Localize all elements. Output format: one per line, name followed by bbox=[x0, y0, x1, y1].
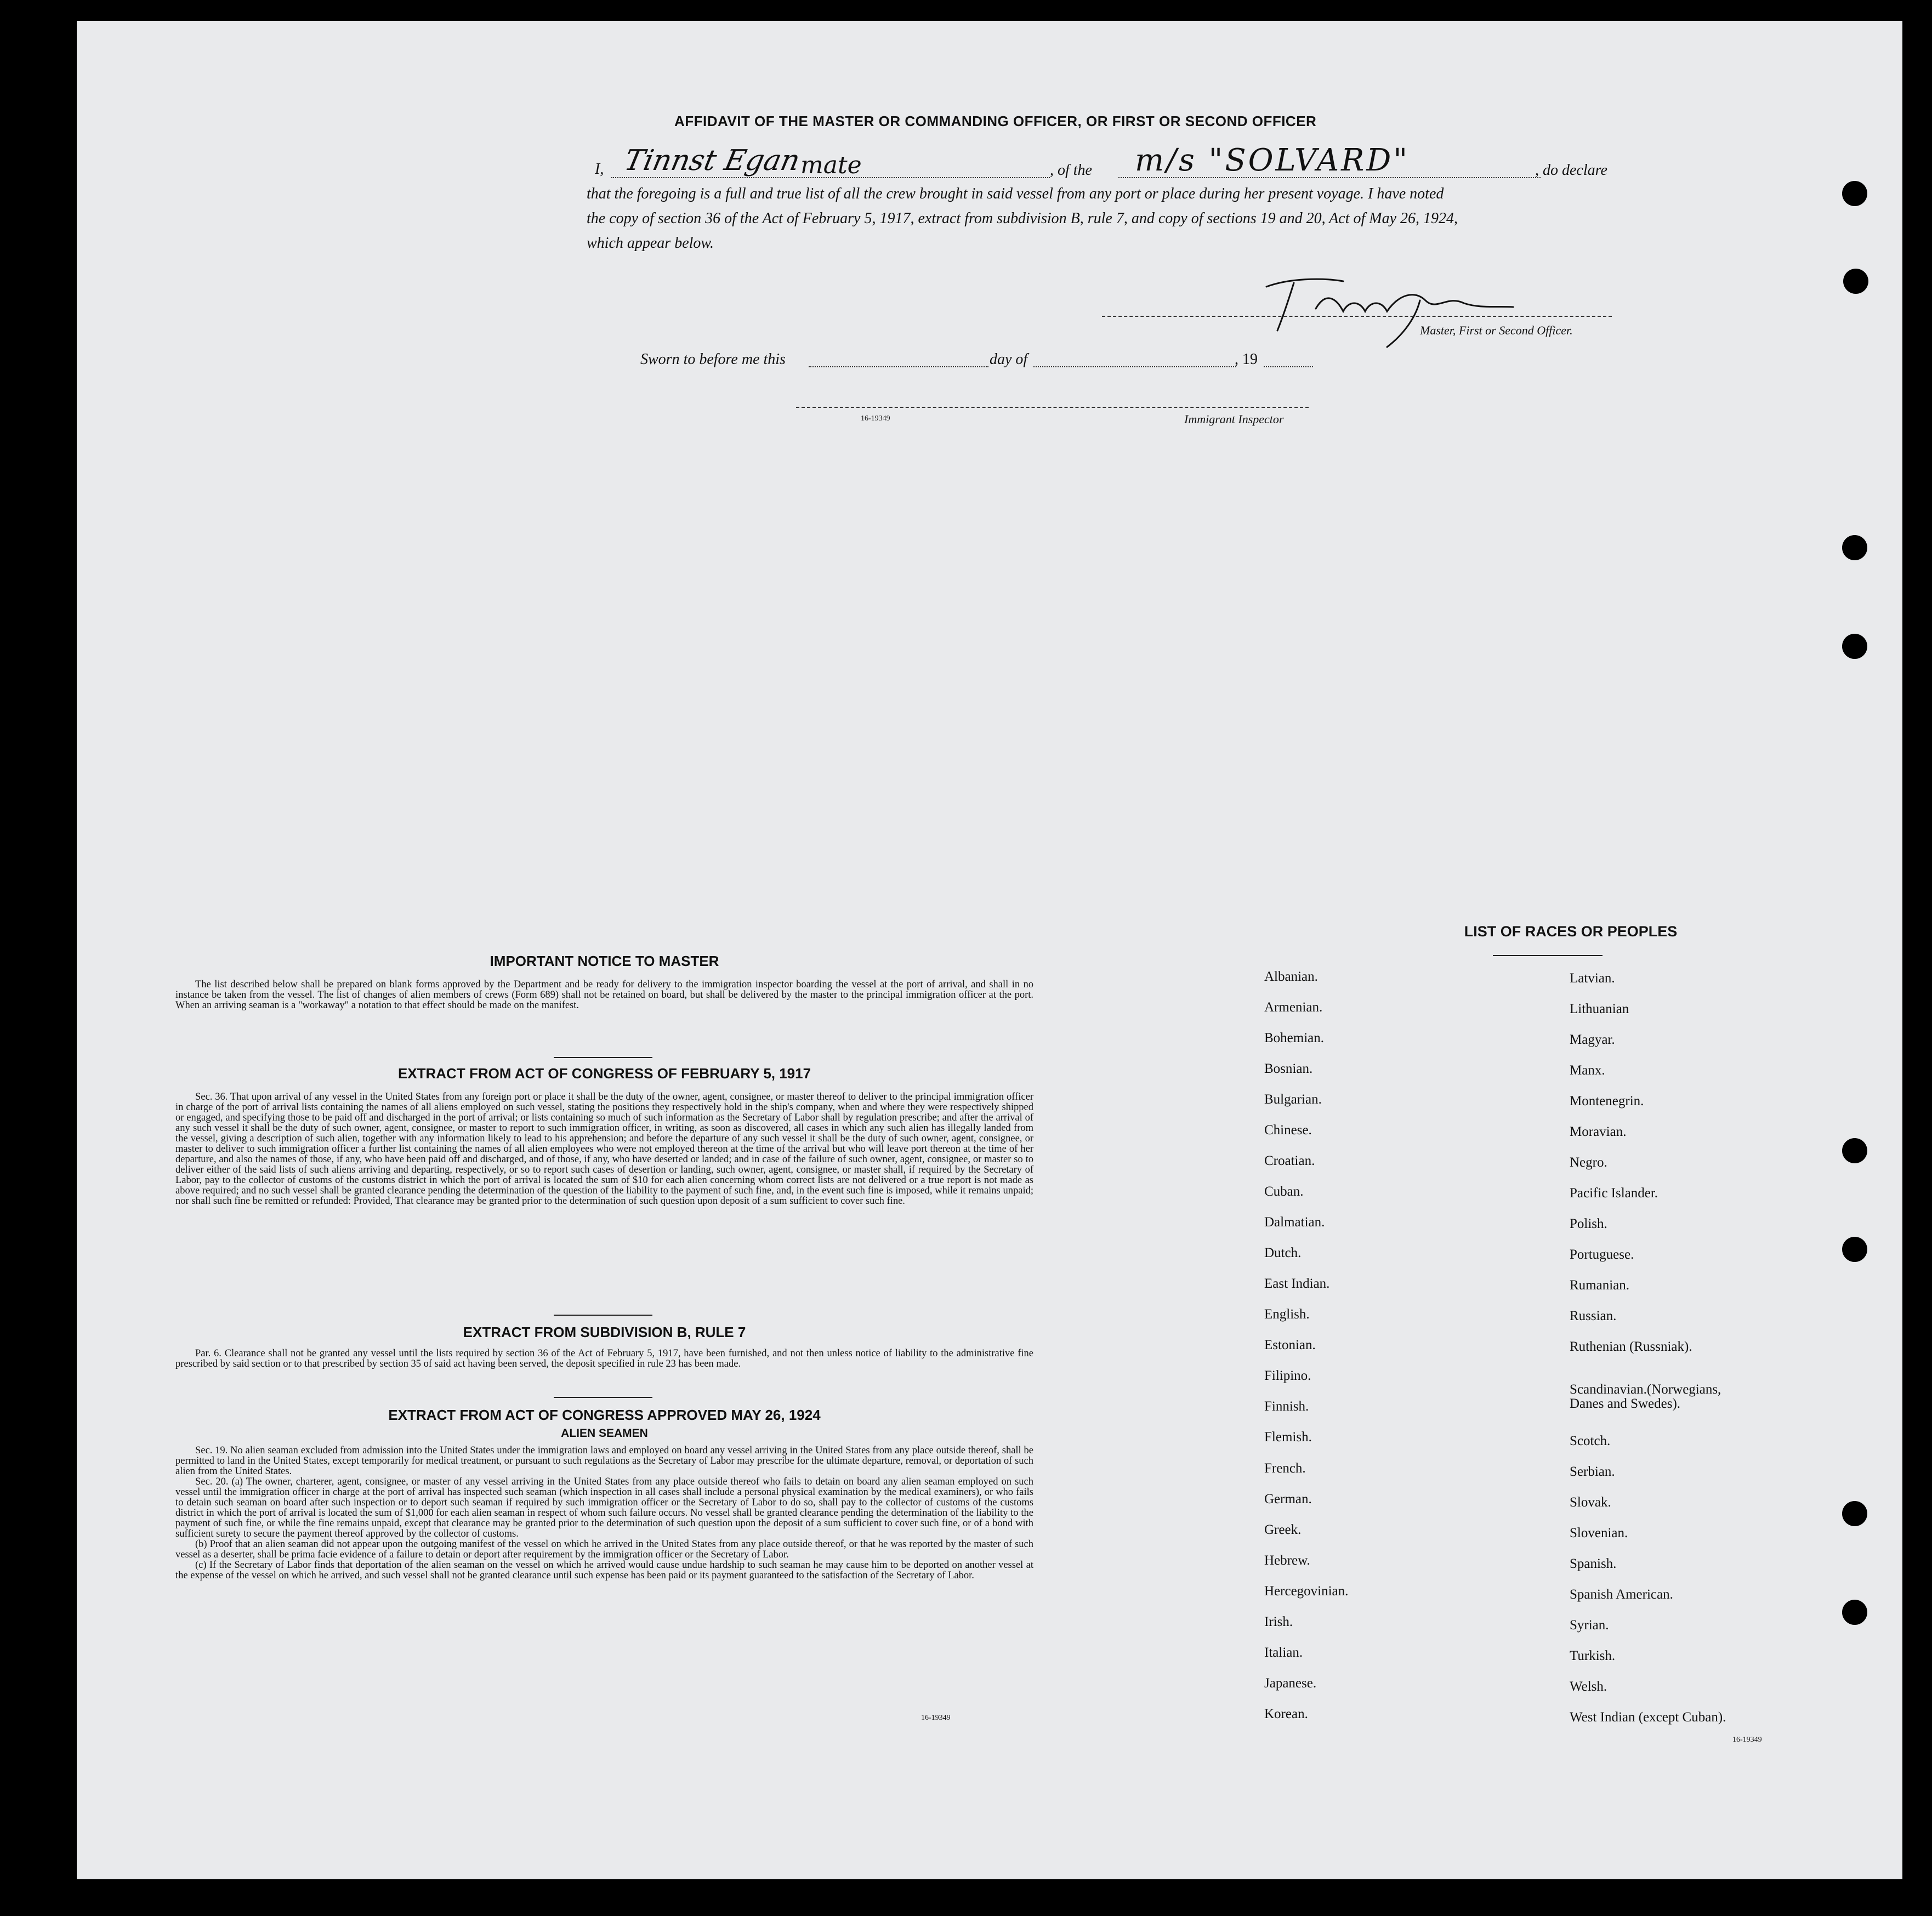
race-item: Pacific Islander. bbox=[1570, 1186, 1658, 1201]
sworn-label: Sworn to before me this bbox=[640, 351, 786, 368]
affidavit-line-3: the copy of section 36 of the Act of February 5, 1917, extract from subdivision B, rule 7, and copy of sections 19 and 20, Act of May 26, 1924, bbox=[587, 210, 1458, 227]
punch-hole bbox=[1842, 535, 1867, 560]
race-item: Spanish American. bbox=[1570, 1587, 1673, 1602]
day-of-label: day of bbox=[990, 351, 1028, 368]
race-item: Filipino. bbox=[1264, 1368, 1311, 1383]
race-item: Magyar. bbox=[1570, 1032, 1615, 1047]
divider bbox=[554, 1397, 652, 1398]
notice-title: IMPORTANT NOTICE TO MASTER bbox=[490, 953, 719, 969]
divider bbox=[1493, 955, 1603, 956]
affidavit-form-number: 16-19349 bbox=[861, 414, 890, 423]
race-item: Korean. bbox=[1264, 1707, 1308, 1721]
race-item: French. bbox=[1264, 1461, 1306, 1476]
do-declare-label: , do declare bbox=[1535, 162, 1607, 179]
handwritten-vessel: m/s "SOLVARD" bbox=[1135, 143, 1410, 178]
divider bbox=[554, 1057, 652, 1058]
race-item: Serbian. bbox=[1570, 1464, 1615, 1479]
race-item: Syrian. bbox=[1570, 1618, 1609, 1633]
race-item: Lithuanian bbox=[1570, 1002, 1629, 1016]
notice-text: The list described below shall be prepared on blank forms approved by the Department and be ready for delivery to the immigration inspector boarding the vessel at the port of arrival, and shall in no instance be taken from the vessel. The list of changes of alien members of crews (Form 689) shall not be retained on board, but shall be delivered by the master to the principal immigration officer at the port. When an arriving seaman is a "workaway" a notation to that effect should be made on the manifest. bbox=[175, 979, 1033, 1011]
year-label: , 19 bbox=[1235, 351, 1258, 368]
inspector-caption: Immigrant Inspector bbox=[1184, 412, 1284, 426]
sworn-year-line bbox=[1264, 366, 1313, 367]
signature-line bbox=[1102, 316, 1612, 317]
punch-hole bbox=[1842, 1237, 1867, 1262]
document-page bbox=[77, 21, 1902, 1879]
affidavit-title: AFFIDAVIT OF THE MASTER OR COMMANDING OFFICER, OR FIRST OR SECOND OFFICER bbox=[674, 113, 1317, 129]
race-item: Estonian. bbox=[1264, 1338, 1316, 1352]
sworn-month-line bbox=[1033, 366, 1236, 367]
extract-1924-subtitle: ALIEN SEAMEN bbox=[561, 1427, 648, 1440]
sec20c-text: (c) If the Secretary of Labor finds that deportation of the alien seaman on the vessel on which he arrived would cause undue hardship to such seaman he may cause him to be deported on another vessel at the expense of the vessel on which he arrived, and such vessel shall not be granted clearance until such expense has been paid or its payment guaranteed to the satisfaction of the Secretary of Labor. bbox=[175, 1560, 1033, 1581]
race-item: Irish. bbox=[1264, 1614, 1293, 1629]
race-item: Greek. bbox=[1264, 1522, 1302, 1537]
affidavit-line-4: which appear below. bbox=[587, 235, 714, 252]
race-item: Ruthenian (Russniak). bbox=[1570, 1339, 1692, 1354]
race-item: Albanian. bbox=[1264, 969, 1318, 984]
punch-hole bbox=[1842, 634, 1867, 659]
of-the-label: , of the bbox=[1050, 162, 1092, 179]
race-item: Dutch. bbox=[1264, 1246, 1302, 1260]
race-item: Polish. bbox=[1570, 1216, 1607, 1231]
races-title: LIST OF RACES OR PEOPLES bbox=[1464, 923, 1678, 940]
race-item: Montenegrin. bbox=[1570, 1094, 1644, 1108]
extract-1924-section bbox=[175, 1407, 1033, 1581]
extract-rule7-title: EXTRACT FROM SUBDIVISION B, RULE 7 bbox=[463, 1324, 746, 1340]
signature-caption: Master, First or Second Officer. bbox=[1420, 323, 1573, 337]
extract-rule7-text: Par. 6. Clearance shall not be granted any vessel until the lists required by section 36 of the Act of February 5, 1917, have been furnished, and not then unless notice of liability to the administrative fine prescribed by said section or to that prescribed by section 35 of said act having been served, the deposit specified in rule 23 has been made. bbox=[175, 1348, 1033, 1369]
race-item: Hebrew. bbox=[1264, 1553, 1310, 1568]
race-item: Bohemian. bbox=[1264, 1031, 1325, 1045]
handwritten-name: Tinnst Egan bbox=[621, 144, 803, 177]
race-item: Turkish. bbox=[1570, 1648, 1616, 1663]
extract-1917-section bbox=[175, 1065, 1033, 1207]
race-item: Russian. bbox=[1570, 1309, 1617, 1323]
race-item: Dalmatian. bbox=[1264, 1215, 1325, 1230]
punch-hole bbox=[1843, 269, 1868, 294]
race-item: Hercegovinian. bbox=[1264, 1584, 1349, 1599]
race-item: Moravian. bbox=[1570, 1124, 1627, 1139]
handwritten-rank: mate bbox=[800, 151, 862, 179]
race-item: Negro. bbox=[1570, 1155, 1607, 1170]
race-item: Manx. bbox=[1570, 1063, 1605, 1078]
race-item: Spanish. bbox=[1570, 1556, 1617, 1571]
race-item: Portuguese. bbox=[1570, 1247, 1634, 1262]
race-item: Scandinavian.(Norwegians, Danes and Swedes). bbox=[1570, 1382, 1721, 1411]
inspector-line bbox=[796, 407, 1309, 408]
punch-hole bbox=[1842, 1138, 1867, 1163]
extract-rule7-section bbox=[175, 1324, 1033, 1369]
punch-hole bbox=[1842, 181, 1867, 206]
race-item: Croatian. bbox=[1264, 1153, 1315, 1168]
race-item: Flemish. bbox=[1264, 1430, 1312, 1445]
race-item: Slovak. bbox=[1570, 1495, 1611, 1510]
sec20b-text: (b) Proof that an alien seaman did not appear upon the outgoing manifest of the vessel on which he arrived in the United States from any place outside thereof, or that he was reported by the master of such vessel as a deserter, shall be prima facie evidence of a failure to detain or deport after requirement by the immigration officer or the Secretary of Labor. bbox=[175, 1539, 1033, 1560]
race-item: Japanese. bbox=[1264, 1676, 1317, 1691]
race-item: English. bbox=[1264, 1307, 1310, 1322]
punch-hole bbox=[1842, 1501, 1867, 1526]
extract-1924-title: EXTRACT FROM ACT OF CONGRESS APPROVED MAY 26, 1924 bbox=[388, 1407, 821, 1423]
affidavit-i: I, bbox=[595, 161, 604, 178]
race-item: Bosnian. bbox=[1264, 1061, 1313, 1076]
extract-1917-title: EXTRACT FROM ACT OF CONGRESS OF FEBRUARY 5, 1917 bbox=[397, 1065, 811, 1082]
race-item: Italian. bbox=[1264, 1645, 1303, 1660]
sworn-day-line bbox=[809, 366, 988, 367]
race-item: Finnish. bbox=[1264, 1399, 1309, 1414]
race-item: Armenian. bbox=[1264, 1000, 1323, 1015]
extract-form-number: 16-19349 bbox=[921, 1714, 951, 1722]
race-item: Slovenian. bbox=[1570, 1526, 1628, 1540]
races-form-number: 16-19349 bbox=[1732, 1736, 1762, 1744]
race-item: Welsh. bbox=[1570, 1679, 1607, 1694]
race-item: East Indian. bbox=[1264, 1276, 1330, 1291]
race-item: Bulgarian. bbox=[1264, 1092, 1322, 1107]
affidavit-line-2: that the foregoing is a full and true list of all the crew brought in said vessel from any port or place during her present voyage. I have noted bbox=[587, 185, 1444, 202]
race-item: Scotch. bbox=[1570, 1434, 1611, 1448]
sec19-text: Sec. 19. No alien seaman excluded from admission into the United States under the immigration laws and employed on board any vessel arriving in the United States from any place outside thereof, shall be permitted to land in the United States, except temporarily for medical treatment, or pursuant to such regulations as the Secretary of Labor may prescribe for the ultimate departure, removal, or deportation of such alien from the United States. bbox=[175, 1445, 1033, 1477]
extract-1917-text: Sec. 36. That upon arrival of any vessel in the United States from any foreign port or place it shall be the duty of the owner, agent, consignee, or master thereof to deliver to the principal immigration officer in charge of the port of arrival lists containing the names of all aliens employed on such vessel, stating the positions they respectively hold in the ship's company, when and where they were respectively shipped or engaged, and specifying those to be paid off and discharged in the port of arrival; or lists containing so much of such information as the Secretary of Labor shall by regulation prescribe; and after the arrival of any such vessel it shall be the duty of such owner, agent, consignee, or master to report to such immigration officer, in writing, as soon as discovered, all cases in which any such alien has illegally landed from the vessel, giving a description of such alien, together with any information likely to lead to his apprehension; and before the departure of any such vessel it shall be the duty of such owner, agent, consignee, or master to deliver to such immigration officer a further list containing the names of all alien employees who were not employed thereon at the time of the arrival but who will leave port thereon at the time of her departure, and also the names of those, if any, who have been paid off and discharged, and of those, if any, who have deserted or landed; and in case of the failure of such owner, agent, consignee, or master so to deliver either of the said lists of such aliens arriving and departing, respectively, or so to report such cases of desertion or landing, such owner, agent, consignee, or master shall, if required by the Secretary of Labor, pay to the collector of customs of the customs district in which the port of arrival is located the sum of $10 for each alien concerning whom correct lists are not delivered or a true report is not made as above required; and no such vessel shall be granted clearance pending the determination of the question of the liability to the payment of such fine, and, in the event such fine is imposed, while it remains unpaid; nor shall such fine be remitted or refunded: Provided, That clearance may be granted prior to the determination of such question upon deposit of a sum sufficient to cover such fine. bbox=[175, 1091, 1033, 1207]
notice-section bbox=[175, 953, 1033, 1011]
divider bbox=[554, 1315, 652, 1316]
race-item: Rumanian. bbox=[1570, 1278, 1630, 1293]
race-item: German. bbox=[1264, 1492, 1312, 1506]
punch-hole bbox=[1842, 1600, 1867, 1625]
sec20a-text: Sec. 20. (a) The owner, charterer, agent, consignee, or master of any vessel arriving in the United States from any place outside thereof who fails to detain on board any alien seaman employed on such vessel until the immigration officer in charge at the port of arrival has inspected such seaman (which inspection in all cases shall include a personal physical examination by the medical examiners), or who fails to detain such seaman on board after such inspection or to deport such seaman if required by such immigration officer or the Secretary of Labor to do so, shall pay to the collector of customs of the customs district in which the port of arrival is located the sum of $1,000 for each alien seaman in respect of whom such failure occurs. No vessel shall be granted clearance pending the determination of the liability to the payment of such fine, or while the fine remains unpaid, except that clearance may be granted prior to the determination of such question upon the deposit of a sum sufficient to cover such fine, or of a bond with sufficient surety to secure the payment thereof approved by the collector of customs. bbox=[175, 1476, 1033, 1539]
race-item: Latvian. bbox=[1570, 971, 1615, 986]
race-item: Cuban. bbox=[1264, 1184, 1304, 1199]
race-item: West Indian (except Cuban). bbox=[1570, 1710, 1726, 1725]
race-item: Chinese. bbox=[1264, 1123, 1312, 1138]
